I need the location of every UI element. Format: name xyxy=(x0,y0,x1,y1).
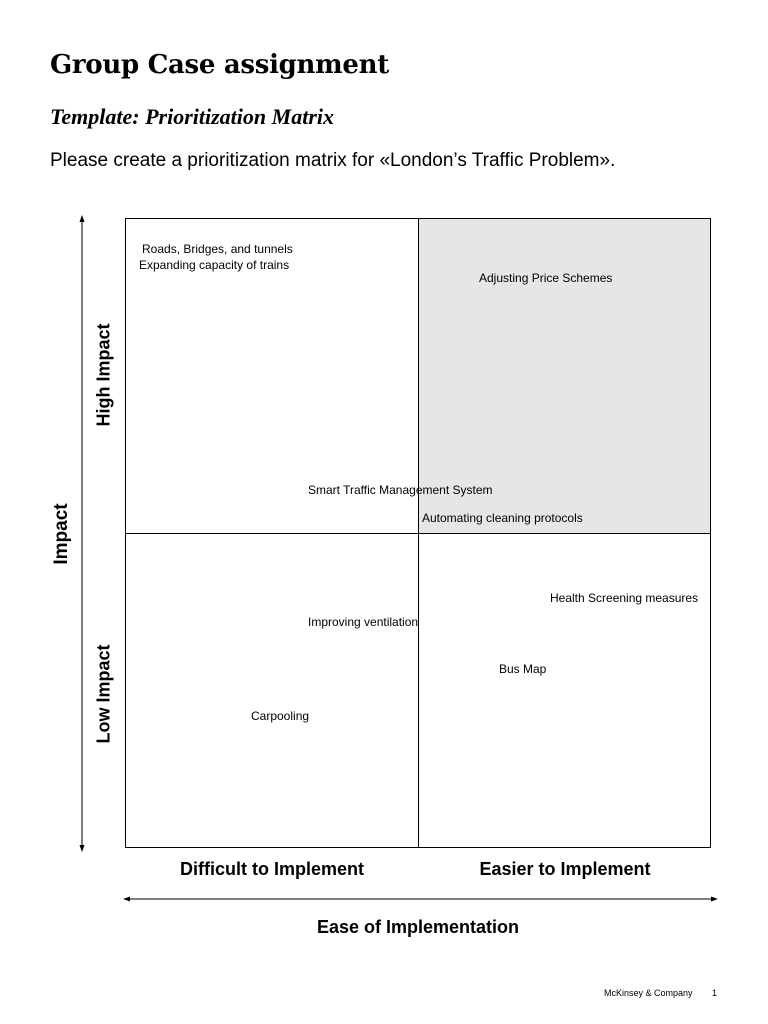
item-roads-bridges-tunnels: Roads, Bridges, and tunnels xyxy=(142,242,293,256)
document-title: Group Case assignment xyxy=(50,50,389,80)
item-expanding-train-capacity: Expanding capacity of trains xyxy=(139,258,290,272)
item-bus-map: Bus Map xyxy=(499,662,547,676)
quadrant-low-impact-difficult xyxy=(126,534,419,847)
low-impact-label: Low Impact xyxy=(93,644,114,744)
x-axis-title: Ease of Implementation xyxy=(316,917,520,937)
quadrant-low-impact-easier xyxy=(419,534,710,847)
item-smart-traffic-management: Smart Traffic Management System xyxy=(308,483,493,497)
item-adjusting-price-schemes: Adjusting Price Schemes xyxy=(479,271,613,285)
instruction-text: Please create a prioritization matrix for «London’s Traffic Problem». xyxy=(50,150,616,171)
item-health-screening: Health Screening measures xyxy=(550,591,699,605)
item-improving-ventilation: Improving ventilation xyxy=(308,615,419,629)
footer-page-number: 1 xyxy=(712,988,718,998)
x-axis-arrowhead-right xyxy=(711,897,718,902)
easier-label: Easier to Implement xyxy=(479,859,651,879)
y-axis-arrowhead-down xyxy=(80,845,85,852)
item-automating-cleaning: Automating cleaning protocols xyxy=(422,511,583,525)
high-impact-label: High Impact xyxy=(93,323,114,427)
item-carpooling: Carpooling xyxy=(251,709,310,723)
footer-company: McKinsey & Company xyxy=(604,988,693,998)
prioritization-matrix xyxy=(125,218,711,848)
y-axis-arrowhead-up xyxy=(80,215,85,222)
x-axis-arrowhead-left xyxy=(123,897,130,902)
document-subtitle: Template: Prioritization Matrix xyxy=(50,104,334,129)
difficult-label: Difficult to Implement xyxy=(180,859,364,879)
y-axis-title: Impact xyxy=(51,503,72,565)
